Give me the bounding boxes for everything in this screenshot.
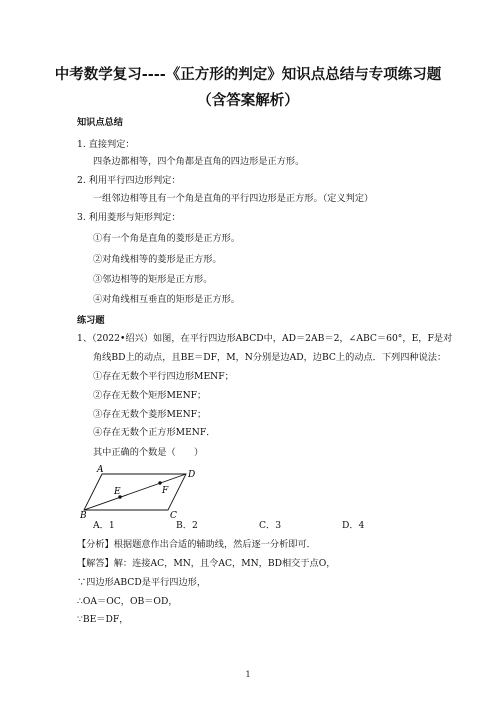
solution-step-3: ∵BE＝DF， <box>77 614 129 625</box>
knowledge-item-1-label: 1. 直接判定： <box>77 139 135 150</box>
question-1-statement-3: ③存在无数个菱形MENF； <box>93 409 207 420</box>
question-1-statement-2: ②存在无数个矩形MENF； <box>93 390 207 401</box>
label-a: A <box>97 465 104 475</box>
knowledge-item-3-sub-3: ③邻边相等的矩形是正方形。 <box>93 274 213 285</box>
point-f <box>158 481 161 484</box>
question-1-prompt: 其中正确的个数是（ ） <box>93 447 204 458</box>
option-b: B．2 <box>176 520 198 531</box>
knowledge-item-3-sub-1: ①有一个角是直角的菱形是正方形。 <box>93 233 240 244</box>
question-1-line-1: 1、（2022•绍兴）如图，在平行四边形ABCD中，AD＝2AB＝2，∠ABC＝60°，E，F是对 <box>77 333 453 344</box>
page-number: 1 <box>245 670 251 679</box>
option-c: C．3 <box>259 520 282 531</box>
knowledge-item-3-sub-4: ④对角线相互垂直的矩形是正方形。 <box>93 294 240 305</box>
parallelogram-figure <box>82 462 212 520</box>
option-a: A．1 <box>93 520 115 531</box>
section-heading-exercises: 练习题 <box>77 315 105 326</box>
question-1-statement-4: ④存在无数个正方形MENF． <box>93 427 216 438</box>
option-d: D．4 <box>342 520 365 531</box>
knowledge-item-2-label: 2. 利用平行四边形判定： <box>77 175 181 186</box>
label-e: E <box>114 487 121 497</box>
label-f: F <box>162 486 169 496</box>
analysis-line: 【分析】根据题意作出合适的辅助线，然后逐一分析即可． <box>77 539 316 550</box>
title-line-1: 中考数学复习----《正方形的判定》知识点总结与专项练习题 <box>54 66 442 83</box>
solution-line: 【解答】解：连接AC，MN，且令AC，MN，BD相交于点O， <box>77 558 336 569</box>
knowledge-item-1-text: 四条边都相等，四个角都是直角的四边形是正方形。 <box>93 156 305 167</box>
knowledge-item-3-label: 3. 利用菱形与矩形判定： <box>77 212 181 223</box>
solution-step-2: ∴OA＝OC，OB＝OD， <box>77 596 178 607</box>
question-1-line-2: 角线BD上的动点，且BE＝DF，M，N分别是边AD，边BC上的动点．下列四种说法： <box>93 352 447 363</box>
label-d: D <box>188 470 196 480</box>
knowledge-item-3-sub-2: ②对角线相等的菱形是正方形。 <box>93 254 222 265</box>
section-heading-knowledge: 知识点总结 <box>77 117 123 128</box>
label-b: B <box>80 511 87 521</box>
knowledge-item-2-text: 一组邻边相等且有一个角是直角的平行四边形是正方形。（定义判定） <box>93 193 374 204</box>
label-c: C <box>170 511 177 521</box>
title-line-2: （含答案解析） <box>197 92 299 109</box>
question-1-statement-1: ①存在无数个平行四边形MENF； <box>93 371 234 382</box>
solution-step-1: ∵四边形ABCD是平行四边形， <box>77 577 207 588</box>
